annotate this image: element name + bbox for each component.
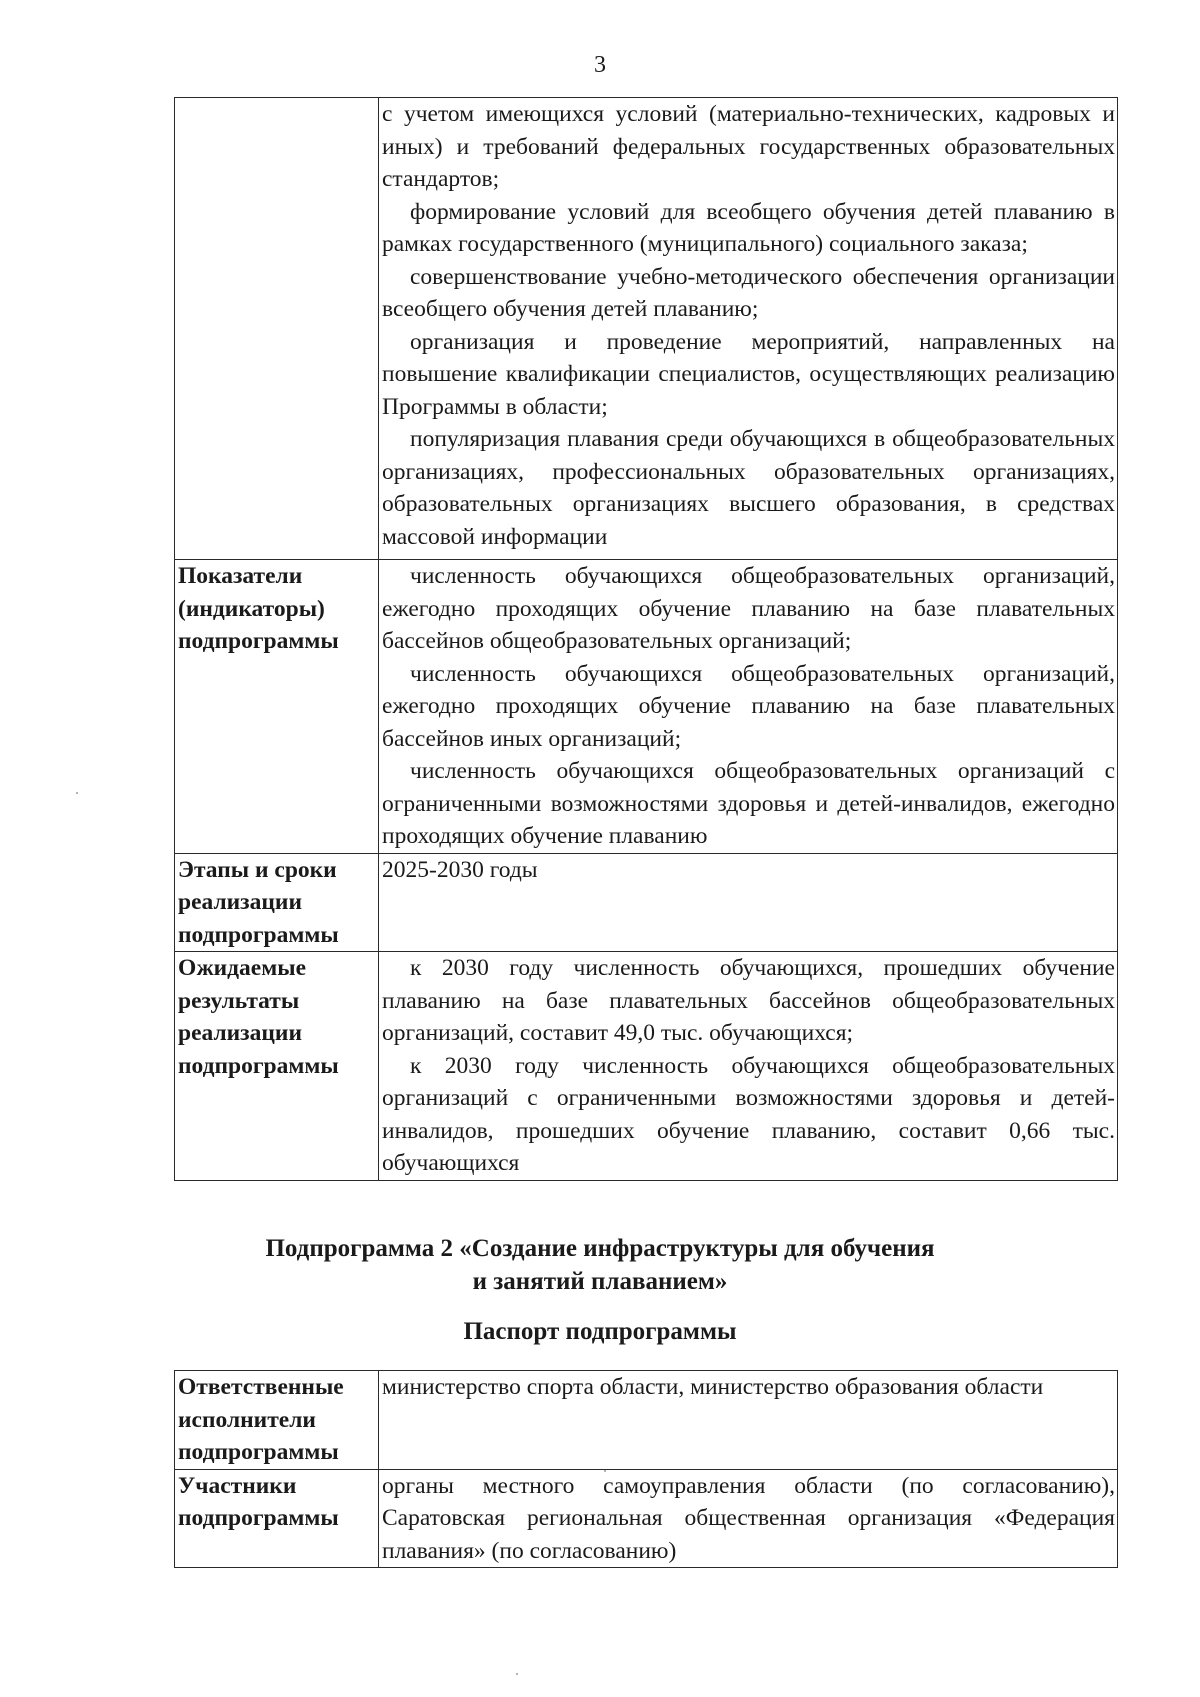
content-paragraph: к 2030 году численность обучающихся общеобразовательных организаций с ограниченными возможностями здоровья и детей-инвалидов, прошедших обучение плаванию, составит 0,66 тыс. обучающихся xyxy=(382,1052,1115,1176)
page-number: 3 xyxy=(594,52,606,78)
content-paragraph: органы местного самоуправления области (по согласованию), Саратовская региональная общественная организация «Федерация плавания» (по согласованию) xyxy=(382,1472,1115,1564)
table-row-participants xyxy=(175,1469,1118,1568)
scan-speck xyxy=(604,1470,606,1472)
table-row-responsible-executors xyxy=(175,1371,1118,1470)
row-label xyxy=(175,1371,379,1470)
row-content xyxy=(379,1371,1118,1470)
row-content xyxy=(379,560,1118,854)
content-paragraph: 2025-2030 годы xyxy=(382,856,538,883)
content-paragraph: организация и проведение мероприятий, направленных на повышение квалификации специалистов, осуществляющих реализацию Программы в области; xyxy=(382,328,1115,420)
content-paragraph: совершенствование учебно-методического обеспечения организации всеобщего обучения детей плаванию; xyxy=(382,263,1115,322)
row-content xyxy=(379,1469,1118,1568)
passport-heading: Паспорт подпрограммы xyxy=(463,1318,737,1345)
table-row-indicators xyxy=(175,560,1118,854)
subprogram-heading-line: и занятий плаванием» xyxy=(472,1268,728,1295)
label-line: реализации xyxy=(178,889,302,915)
label-line: Участники xyxy=(178,1472,297,1499)
label-line: подпрограммы xyxy=(178,1505,339,1531)
subprogram-passport-table-continued xyxy=(174,97,1118,1181)
row-content xyxy=(379,853,1118,952)
table-row-stages xyxy=(175,853,1118,952)
row-content xyxy=(379,952,1118,1181)
scan-speck xyxy=(516,1673,518,1675)
subprogram-heading-line: Подпрограмма 2 «Создание инфраструктуры для обучения xyxy=(265,1235,935,1262)
row-content xyxy=(379,98,1118,560)
label-line: подпрограммы xyxy=(178,921,339,948)
row-label xyxy=(175,98,379,560)
label-line: реализации xyxy=(178,1020,302,1046)
content-paragraph: формирование условий для всеобщего обучения детей плаванию в рамках государственного (муниципального) социального заказа; xyxy=(382,198,1115,257)
label-line: Ответственные xyxy=(178,1374,344,1400)
scan-speck xyxy=(76,792,78,794)
content-paragraph: популяризация плавания среди обучающихся в общеобразовательных организациях, профессиональных образовательных организациях, образовательных организациях высшего образования, в средствах массовой информации xyxy=(382,426,1115,550)
row-label xyxy=(175,853,379,952)
table-row-tasks-continued xyxy=(175,98,1118,560)
row-label xyxy=(175,952,379,1181)
content-paragraph: министерство спорта области, министерство образования области xyxy=(382,1374,1044,1400)
row-label xyxy=(175,1469,379,1568)
subprogram-heading xyxy=(0,1232,1200,1298)
content-paragraph: численность обучающихся общеобразовательных организаций с ограниченными возможностями здоровья и детей-инвалидов, ежегодно проходящих обучение плаванию xyxy=(382,758,1115,849)
label-line: подпрограммы xyxy=(178,1439,339,1465)
label-line: (индикаторы) xyxy=(178,595,325,622)
label-line: Показатели xyxy=(178,563,303,589)
label-line: подпрограммы xyxy=(178,1052,339,1079)
subprogram-2-passport-table xyxy=(174,1370,1118,1568)
row-label xyxy=(175,560,379,854)
table-row-expected-results xyxy=(175,952,1118,1181)
label-line: результаты xyxy=(178,987,300,1014)
content-paragraph: к 2030 году численность обучающихся, прошедших обучение плаванию на базе плавательных бассейнов общеобразовательных организаций, составит 49,0 тыс. обучающихся; xyxy=(382,955,1115,1046)
label-line: Ожидаемые xyxy=(178,955,306,981)
content-paragraph: численность обучающихся общеобразовательных организаций, ежегодно проходящих обучение плаванию на базе плавательных бассейнов общеобразовательных организаций; xyxy=(382,563,1115,654)
content-paragraph: с учетом имеющихся условий (материально-технических, кадровых и иных) и требований федеральных государственных образовательных стандартов; xyxy=(382,101,1115,192)
label-line: подпрограммы xyxy=(178,628,339,654)
label-line: исполнители xyxy=(178,1406,316,1433)
label-line: Этапы и сроки xyxy=(178,856,337,883)
content-paragraph: численность обучающихся общеобразовательных организаций, ежегодно проходящих обучение плаванию на базе плавательных бассейнов иных организаций; xyxy=(382,660,1115,752)
